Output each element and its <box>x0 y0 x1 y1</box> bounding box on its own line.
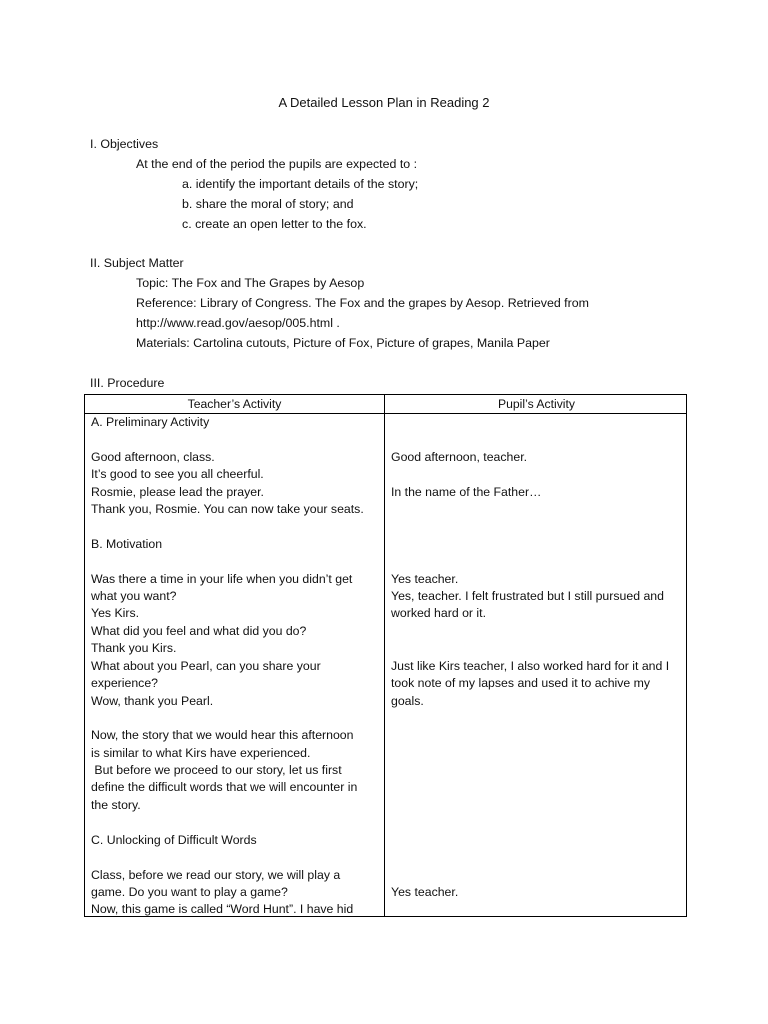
teacher-line: what you want? <box>91 589 177 603</box>
pupil-line: Yes teacher. <box>391 885 459 899</box>
teacher-activity-header: Teacher’s Activity <box>187 397 282 411</box>
pupil-activity-header: Pupil’s Activity <box>498 397 575 411</box>
subject-topic: Topic: The Fox and The Grapes by Aesop <box>136 276 365 290</box>
document-title: A Detailed Lesson Plan in Reading 2 <box>278 95 490 110</box>
teacher-line: Rosmie, please lead the prayer. <box>91 485 264 499</box>
teacher-line: It’s good to see you all cheerful. <box>91 467 264 481</box>
teacher-line: Thank you Kirs. <box>91 641 177 655</box>
subject-materials: Materials: Cartolina cutouts, Picture of Fox, Picture of grapes, Manila Paper <box>136 336 550 350</box>
teacher-line: A. Preliminary Activity <box>91 415 210 429</box>
teacher-line: But before we proceed to our story, let us first <box>91 763 342 777</box>
teacher-line: Now, this game is called “Word Hunt”. I have hid <box>91 902 354 916</box>
pupil-line: goals. <box>391 694 424 708</box>
teacher-line: B. Motivation <box>91 537 163 551</box>
teacher-line: C. Unlocking of Difficult Words <box>91 833 257 847</box>
subject-reference-url: http://www.read.gov/aesop/005.html . <box>136 316 340 330</box>
teacher-line: is similar to what Kirs have experienced. <box>91 746 311 760</box>
pupil-line: In the name of the Father… <box>391 485 542 499</box>
table-header-row <box>85 395 686 414</box>
subject-matter-heading: II. Subject Matter <box>90 256 184 270</box>
pupil-line: Good afternoon, teacher. <box>391 450 528 464</box>
teacher-line: Now, the story that we would hear this afternoon <box>91 728 354 742</box>
teacher-line: experience? <box>91 676 158 690</box>
teacher-line: Yes Kirs. <box>91 606 140 620</box>
teacher-line: What about you Pearl, can you share your <box>91 659 321 673</box>
teacher-line: the story. <box>91 798 141 812</box>
objectives-heading: I. Objectives <box>90 137 159 151</box>
teacher-line: Class, before we read our story, we will play a <box>91 868 341 882</box>
teacher-line: What did you feel and what did you do? <box>91 624 307 638</box>
objectives-intro: At the end of the period the pupils are expected to : <box>136 157 418 171</box>
procedure-heading: III. Procedure <box>90 376 165 390</box>
objective-item: c. create an open letter to the fox. <box>182 217 367 231</box>
teacher-line: game. Do you want to play a game? <box>91 885 288 899</box>
pupil-line: Just like Kirs teacher, I also worked hard for it and I <box>391 659 670 673</box>
teacher-line: Thank you, Rosmie. You can now take your seats. <box>91 502 364 516</box>
subject-reference: Reference: Library of Congress. The Fox and the grapes by Aesop. Retrieved from <box>136 296 589 310</box>
teacher-line: Was there a time in your life when you didn’t get <box>91 572 353 586</box>
objective-item: b. share the moral of story; and <box>182 197 354 211</box>
column-divider <box>384 395 385 916</box>
procedure-table <box>84 394 687 917</box>
teacher-line: Good afternoon, class. <box>91 450 215 464</box>
pupil-line: took note of my lapses and used it to achive my <box>391 676 651 690</box>
pupil-line: worked hard or it. <box>391 606 487 620</box>
teacher-line: define the difficult words that we will encounter in <box>91 780 358 794</box>
pupil-line: Yes teacher. <box>391 572 459 586</box>
objective-item: a. identify the important details of the story; <box>182 177 419 191</box>
pupil-line: Yes, teacher. I felt frustrated but I still pursued and <box>391 589 664 603</box>
teacher-line: Wow, thank you Pearl. <box>91 694 214 708</box>
